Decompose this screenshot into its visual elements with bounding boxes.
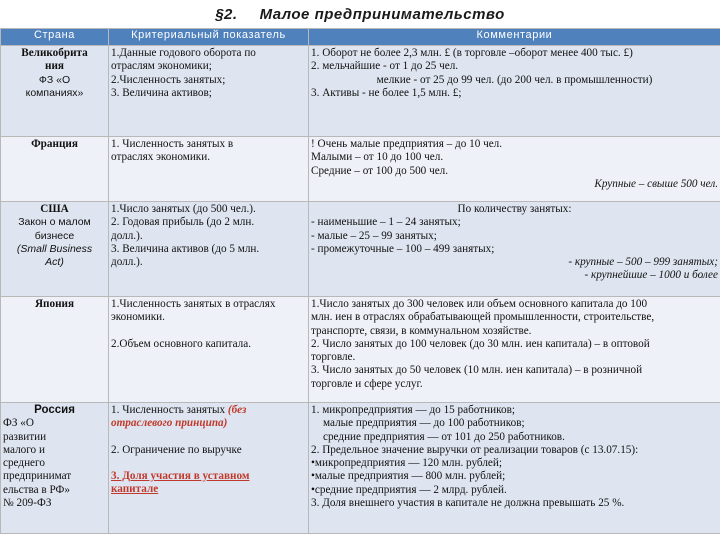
country-cell-usa: США Закон о малом бизнесе (Small Business Act) — [1, 202, 109, 297]
table-row-france — [1, 137, 720, 202]
country-cell-uk: Великобрита ния ФЗ «О компаниях» — [1, 46, 109, 137]
comparison-table — [0, 28, 720, 534]
table-row-uk — [1, 46, 720, 137]
header-criteria: Критериальный показатель — [109, 29, 309, 46]
table-row-russia — [1, 403, 720, 534]
section-number: §2. — [215, 6, 238, 23]
criteria-cell-france: 1. Численность занятых в отраслях экономики. — [109, 137, 309, 202]
country-cell-russia: Россия ФЗ «О развитии малого и среднего предпринимат ельства в РФ» № 209-ФЗ — [1, 403, 109, 534]
country-cell-japan: Япония — [1, 297, 109, 403]
criteria-cell-japan: 1.Численность занятых в отраслях экономики. 2.Объем основного капитала. — [109, 297, 309, 403]
comments-cell-uk: 1. Оборот не более 2,3 млн. £ (в торговле –оборот менее 400 тыс. £) 2. мельчайшие - от 1 до 25 чел. мелкие - от 25 до 99 чел. (до 200 чел. в промышленности) 3. Активы - не более 1,5 млн. £; — [309, 46, 720, 137]
comments-cell-japan: 1.Число занятых до 300 человек или объем основного капитала до 100 млн. иен в отраслях обрабатывающей промышленности, строительстве, транспорте, связи, в коммунальном хозяйстве. 2. Число занятых до 100 человек (до 30 млн. иен капитала) – в оптовой торговле. 3. Число занятых до 50 человек (10 млн. иен капитала) – в розничной торговле и сфере услуг. — [309, 297, 720, 403]
table-header-row — [1, 29, 720, 46]
table-row-japan — [1, 297, 720, 403]
table-row-usa — [1, 202, 720, 297]
comments-cell-usa: По количеству занятых: - наименьшие – 1 – 24 занятых; - малые – 25 – 99 занятых; - промежуточные – 100 – 499 занятых; - крупные – 500 – 999 занятых; - крупнейшие – 1000 и более — [309, 202, 720, 297]
criteria-cell-uk: 1.Данные годового оборота по отраслям экономики; 2.Численность занятых; 3. Величина активов; — [109, 46, 309, 137]
comments-cell-russia: 1. микропредприятия — до 15 работников; малые предприятия — до 100 работников; средние предприятия — от 101 до 250 работников. 2. Предельное значение выручки от реализации товаров (с 13.07.15): •микропредприятия — 120 млн. рублей; •малые предприятия — 800 млн. рублей; •средние предприятия — 2 млрд. рублей. 3. Доля внешнего участия в капитале не должна превышать 25 %. — [309, 403, 720, 534]
section-title: Малое предпринимательство — [259, 6, 505, 23]
comments-cell-france: ! Очень малые предприятия – до 10 чел. Малыми – от 10 до 100 чел. Средние – от 100 до 500 чел. Крупные – свыше 500 чел. — [309, 137, 720, 202]
country-cell-france: Франция — [1, 137, 109, 202]
header-country: Страна — [1, 29, 109, 46]
criteria-cell-usa: 1.Число занятых (до 500 чел.). 2. Годовая прибыль (до 2 млн. долл.). 3. Величина активов (до 5 млн. долл.). — [109, 202, 309, 297]
header-comments: Комментарии — [309, 29, 720, 46]
criteria-cell-russia: 1. Численность занятых (без отраслевого принципа) 2. Ограничение по выручке 3. Доля участия в уставном капитале — [109, 403, 309, 534]
page-title — [0, 0, 720, 30]
